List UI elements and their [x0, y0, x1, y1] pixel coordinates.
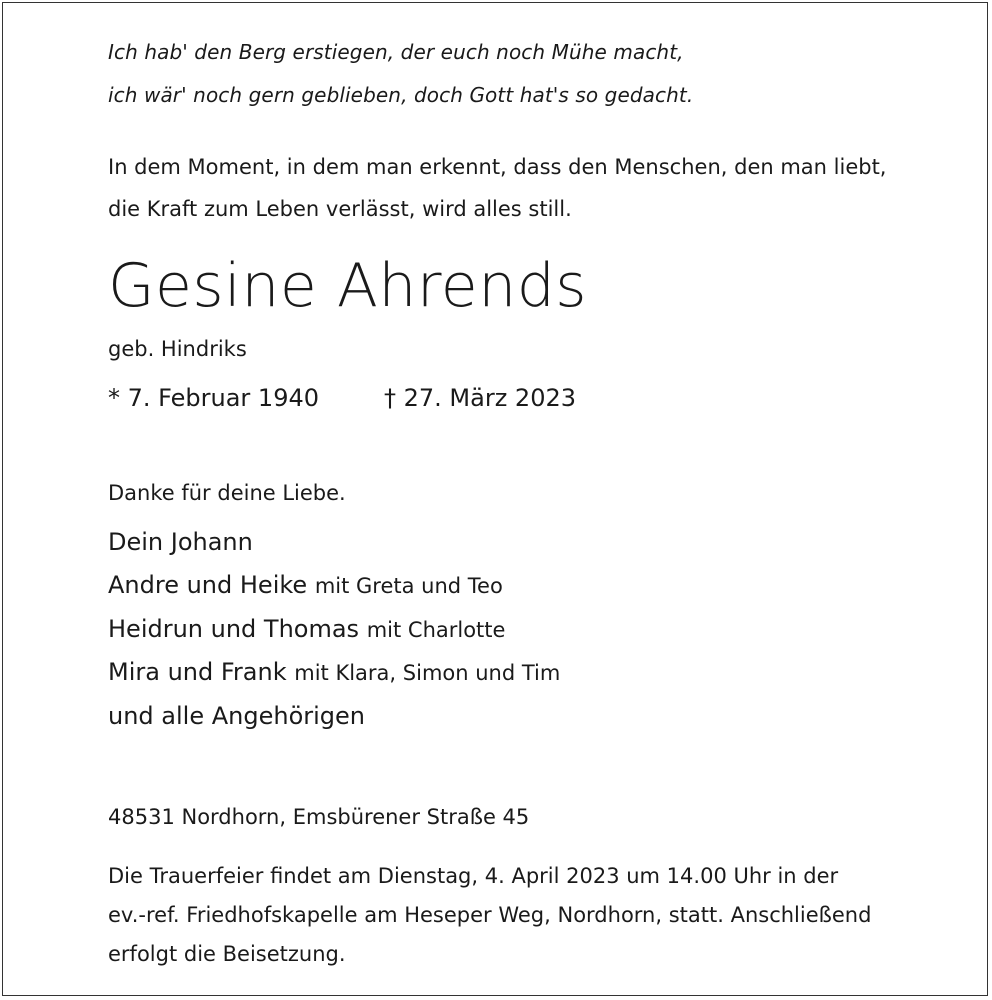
family-line	[108, 615, 505, 643]
thanks-line: Danke für deine Liebe.	[108, 481, 346, 505]
family-line	[108, 571, 503, 599]
family-children: mit Greta und Teo	[314, 574, 503, 598]
family-main: Mira und Frank	[108, 658, 287, 686]
intro-line-2: die Kraft zum Leben verlässt, wird alles still.	[108, 197, 572, 221]
deceased-name: Gesine Ahrends	[108, 251, 588, 321]
intro-line-1: In dem Moment, in dem man erkennt, dass den Menschen, den man liebt,	[108, 155, 887, 179]
family-line	[108, 528, 253, 556]
family-line	[108, 658, 560, 686]
funeral-line-3: erfolgt die Beisetzung.	[108, 942, 346, 966]
family-main: und alle Angehörigen	[108, 702, 365, 730]
address: 48531 Nordhorn, Emsbürener Straße 45	[108, 805, 530, 829]
family-main: Andre und Heike	[108, 571, 308, 599]
family-children: mit Klara, Simon und Tim	[294, 661, 561, 685]
family-main: Dein Johann	[108, 528, 253, 556]
birth-date: * 7. Februar 1940	[108, 384, 320, 412]
family-line	[108, 702, 365, 730]
family-children: mit Charlotte	[366, 618, 506, 642]
poem-line-2: ich wär' noch gern geblieben, doch Gott hat's so gedacht.	[108, 83, 694, 107]
death-date: † 27. März 2023	[384, 384, 577, 412]
funeral-line-2: ev.-ref. Friedhofskapelle am Heseper Weg, Nordhorn, statt. Anschließend	[108, 903, 872, 927]
funeral-line-1: Die Trauerfeier findet am Dienstag, 4. April 2023 um 14.00 Uhr in der	[108, 864, 839, 888]
birth-name: geb. Hindriks	[108, 337, 247, 361]
family-main: Heidrun und Thomas	[108, 615, 360, 643]
poem-line-1: Ich hab' den Berg erstiegen, der euch noch Mühe macht,	[108, 40, 684, 64]
